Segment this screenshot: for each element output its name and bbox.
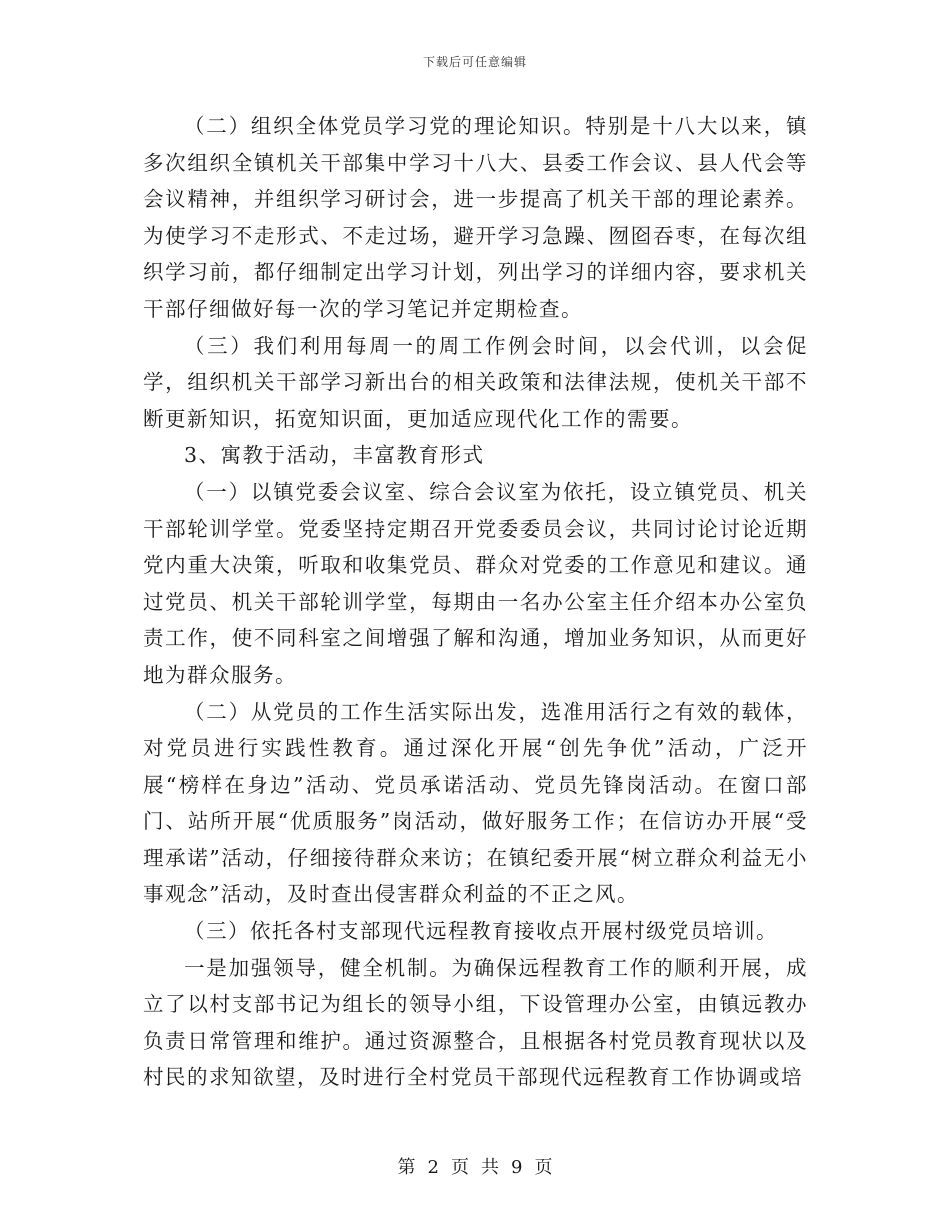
- paragraph: （二）从党员的工作生活实际出发，选准用活行之有效的载体，对党员进行实践性教育。通过深化开展“创先争优”活动，广泛开展“榜样在身边”活动、党员承诺活动、党员先锋岗活动。在窗口部门、站所开展“优质服务”岗活动，做好服务工作；在信访办开展“受理承诺”活动，仔细接待群众来访；在镇纪委开展“树立群众利益无小事观念”活动，及时查出侵害群众利益的不正之风。: [143, 699, 808, 907]
- paragraph: 一是加强领导，健全机制。为确保远程教育工作的顺利开展，成立了以村支部书记为组长的领导小组，下设管理办公室，由镇远教办负责日常管理和维护。通过资源整合，且根据各村党员教育现状以及村民的求知欲望，及时进行全村党员干部现代远程教育工作协调或培: [143, 955, 808, 1090]
- total-pages: 9: [511, 1157, 523, 1178]
- paragraph: （二）组织全体党员学习党的理论知识。特别是十八大以来，镇多次组织全镇机关干部集中学习十八大、县委工作会议、县人代会等会议精神，并组织学习研讨会，进一步提高了机关干部的理论素养。为使学习不走形式、不走过场，避开学习急躁、囫囵吞枣，在每次组织学习前，都仔细制定出学习计划，列出学习的详细内容，要求机关干部仔细做好每一次的学习笔记并定期检查。: [143, 114, 808, 321]
- page-label: 第: [397, 1157, 416, 1178]
- page-footer: [0, 1153, 950, 1179]
- document-body: [143, 108, 808, 1096]
- paragraph: （三）依托各村支部现代远程教育接收点开展村级党员培训。: [184, 919, 778, 944]
- total-label: 共: [481, 1157, 499, 1178]
- paragraph: （一）以镇党委会议室、综合会议室为依托，设立镇党员、机关干部轮训学堂。党委坚持定期召开党委委员会议，共同讨论讨论近期党内重大决策，听取和收集党员、群众对党委的工作意见和建议。通过党员、机关干部轮训学堂，每期由一名办公室主任介绍本办公室负责工作，使不同科室之间增强了解和沟通，增加业务知识，从而更好地为群众服务。: [143, 479, 808, 687]
- total-unit: 页: [534, 1157, 553, 1178]
- page-unit: 页: [451, 1157, 469, 1178]
- paragraph: （三）我们利用每周一的周工作例会时间，以会代训，以会促学，组织机关干部学习新出台的相关政策和法律法规，使机关干部不断更新知识，拓宽知识面，更加适应现代化工作的需要。: [143, 333, 808, 431]
- page-number: 2: [427, 1157, 439, 1178]
- page-header: 下载后可任意编辑: [422, 55, 527, 69]
- section-heading: 3、寓教于活动，丰富教育形式: [184, 443, 485, 468]
